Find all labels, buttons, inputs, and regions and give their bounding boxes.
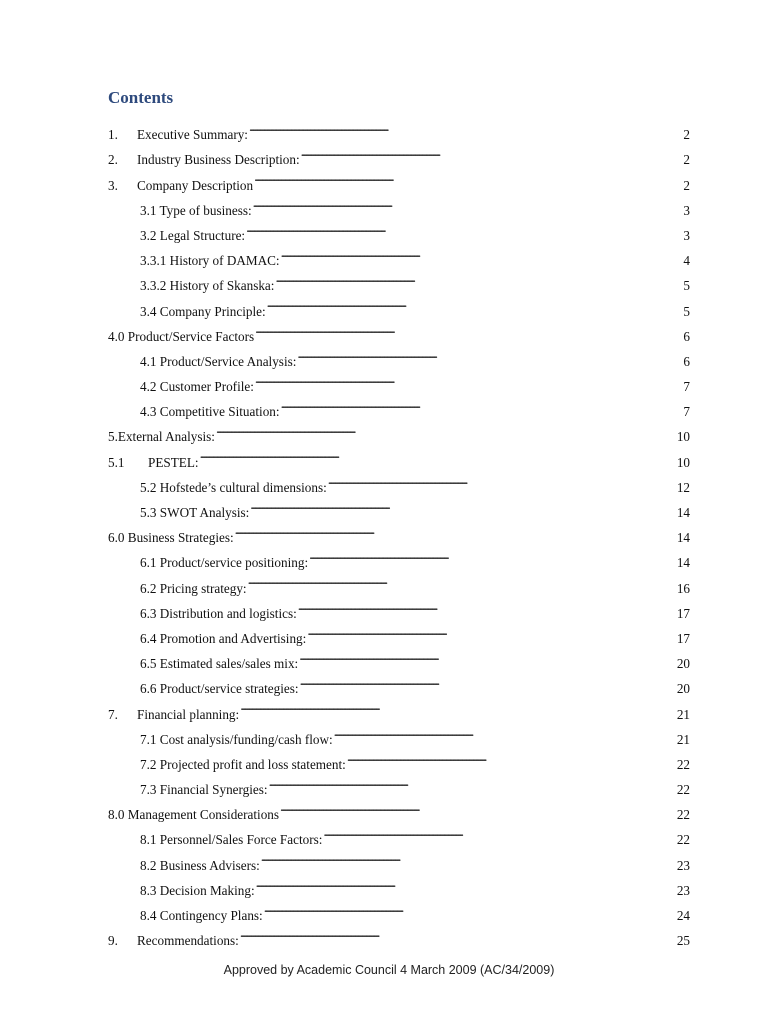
toc-entry-page-number: 22 [676,782,690,798]
toc-entry-page-number: 21 [676,731,690,747]
toc-entry-page-number: 22 [676,756,690,772]
page-footer: Approved by Academic Council 4 March 2009 (AC/34/2009) [223,963,555,977]
dot-leader [309,542,676,567]
toc-entry-label: 3.4 Company Principle: [140,303,266,319]
toc-entry-label: 8.0 Management Considerations [108,807,280,823]
toc-entry-page-number: 2 [683,152,690,168]
toc-entry-label: 5.3 SWOT Analysis: [140,505,250,520]
dot-leader [240,920,676,945]
table-of-contents [108,114,690,949]
toc-entry-label: 3.2 Legal Structure: [140,227,246,243]
dot-leader [269,769,676,794]
toc-entry-label: 3.1 Type of business: [140,202,252,218]
toc-entry-label: 7.2 Projected profit and loss statement: [140,756,346,772]
toc-entry-page-number: 3 [683,227,690,243]
toc-entry-label: Recommendations: [137,933,239,949]
contents-heading: Contents [108,88,174,107]
toc-entry-page-number: 7 [683,404,690,420]
toc-entry-label: Company Description [137,177,254,193]
toc-entry-number: 7. [108,706,118,722]
toc-entry-page-number: 6 [683,353,690,369]
toc-entry-page-number: 2 [683,127,690,143]
toc-entry-label: 8.3 Decision Making: [140,882,255,898]
dot-leader [307,618,676,643]
toc-entry-label: PESTEL: [148,454,199,470]
dot-leader [254,164,682,189]
dot-leader [280,794,676,819]
toc-entry-label: 4.3 Competitive Situation: [140,404,280,420]
toc-entry-page-number: 10 [676,429,690,445]
dot-leader [281,391,683,416]
toc-entry-label: 8.2 Business Advisers: [140,857,260,873]
dot-leader [261,844,676,869]
dot-leader [297,341,682,366]
toc-entry-label: 4.1 Product/Service Analysis: [140,353,297,369]
toc-entry-page-number: 5 [683,303,690,319]
toc-entry-label: 3.3.1 History of DAMAC: [140,253,280,269]
dot-leader [255,316,682,341]
toc-entry-label: 6.1 Product/service positioning: [140,555,309,571]
toc-entry-label: 5.External Analysis: [108,429,215,445]
toc-entry-page-number: 14 [676,505,690,520]
toc-entry-label: 5.2 Hofstede’s cultural dimensions: [140,479,327,495]
toc-entry-label: 6.5 Estimated sales/sales mix: [140,656,299,672]
toc-entry-page-number: 7 [683,379,690,395]
dot-leader [281,240,683,265]
dot-leader [328,467,676,492]
toc-entry-page-number: 22 [676,832,690,848]
toc-entry-label: 6.6 Product/service strategies: [140,681,299,697]
toc-entry-page-number: 16 [676,580,690,596]
toc-entry-page-number: 20 [676,656,690,672]
dot-leader [246,215,682,240]
toc-entry-page-number: 14 [676,530,690,546]
toc-entry-label: Executive Summary: [137,127,248,143]
dot-leader [200,441,676,466]
dot-leader [264,895,676,920]
toc-entry-label: 6.0 Business Strategies: [108,530,234,546]
toc-entry-page-number: 17 [676,605,690,621]
dot-leader [300,668,676,693]
dot-leader [235,517,676,542]
toc-entry-label: 6.2 Pricing strategy: [140,580,247,596]
dot-leader [253,190,683,215]
dot-leader [275,265,682,290]
toc-entry-label: 3.3.2 History of Skanska: [140,278,275,294]
toc-entry-page-number: 24 [676,908,690,923]
toc-entry-page-number: 2 [683,177,690,193]
dot-leader [216,416,676,441]
toc-entry-page-number: 22 [676,807,690,823]
toc-entry-label: Industry Business Description: [137,152,300,168]
toc-entry-page-number: 21 [676,706,690,722]
toc-entry-page-number: 23 [676,857,690,873]
dot-leader [267,290,683,315]
toc-entry-page-number: 3 [683,202,690,218]
toc-entry-page-number: 6 [683,328,690,344]
toc-entry-page-number: 20 [676,681,690,697]
toc-entry-page-number: 25 [676,933,690,949]
dot-leader [299,643,676,668]
toc-entry[interactable] [108,114,690,143]
toc-entry-page-number: 23 [676,882,690,898]
toc-entry-page-number: 4 [683,253,690,269]
toc-entry-label: 6.4 Promotion and Advertising: [140,630,307,646]
toc-entry-page-number: 14 [676,555,690,571]
toc-entry-page-number: 17 [676,630,690,646]
dot-leader [248,567,676,592]
dot-leader [250,492,676,517]
dot-leader [347,744,676,769]
toc-entry-number: 5.1 [108,454,125,470]
dot-leader [301,139,683,164]
toc-entry-page-number: 12 [676,479,690,495]
toc-entry-number: 2. [108,152,118,168]
toc-entry-label: 6.3 Distribution and logistics: [140,605,297,621]
dot-leader [334,719,676,744]
toc-entry-label: 8.4 Contingency Plans: [140,908,263,923]
dot-leader [255,366,682,391]
dot-leader [249,114,682,139]
toc-entry-number: 9. [108,933,118,949]
toc-entry-label: 4.2 Customer Profile: [140,379,254,395]
dot-leader [298,593,676,618]
toc-entry-label: 4.0 Product/Service Factors [108,328,255,344]
dot-leader [256,870,676,895]
toc-entry-label: Financial planning: [137,706,240,722]
toc-entry-page-number: 10 [676,454,690,470]
dot-leader [323,819,675,844]
toc-entry-label: 7.3 Financial Synergies: [140,782,268,798]
toc-entry-page-number: 5 [683,278,690,294]
dot-leader [240,693,676,718]
toc-entry-number: 1. [108,127,118,143]
toc-entry-number: 3. [108,177,118,193]
toc-entry-label: 8.1 Personnel/Sales Force Factors: [140,832,323,848]
toc-entry-label: 7.1 Cost analysis/funding/cash flow: [140,731,333,747]
